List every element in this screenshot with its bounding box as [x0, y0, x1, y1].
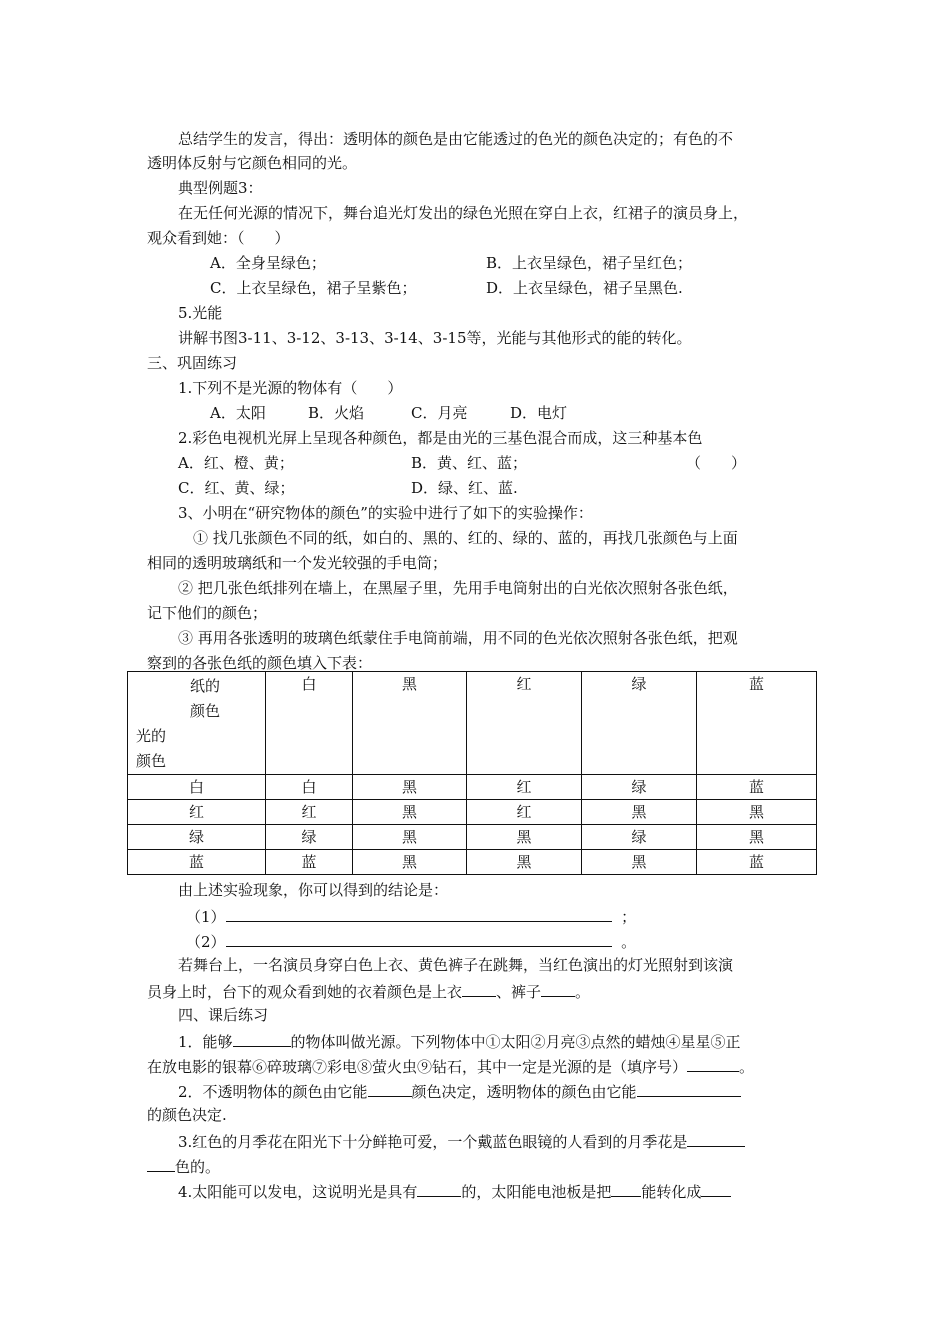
homework-q4-line-1	[178, 1180, 731, 1202]
homework-q1-line-2	[147, 1055, 754, 1077]
practice-step-2-line-2: 记下他们的颜色；	[147, 604, 268, 622]
homework-q3-line-2	[147, 1155, 220, 1177]
light-energy-text: 讲解书图3-11、3-12、3-13、3-14、3-15等，光能与其他形式的能的转化。	[178, 329, 692, 347]
conclusion-item-1-end: ；	[621, 908, 637, 926]
homework-q4-blank-3[interactable]	[701, 1180, 731, 1197]
example-option-c: C．上衣呈绿色，裙子呈紫色；	[210, 279, 417, 297]
homework-q1-text-a: 1．能够	[178, 1033, 233, 1051]
corner-paper-label-1: 纸的	[190, 677, 221, 695]
conclusion-blank-2[interactable]	[226, 930, 612, 947]
example-option-a: A．全身呈绿色；	[210, 254, 326, 272]
practice-q2-option-d: D．绿、红、蓝.	[411, 479, 518, 497]
stage-text-b: 、裤子	[496, 983, 542, 1001]
header-paper-blue: 蓝	[697, 672, 817, 775]
practice-q2: 2.彩色电视机光屏上呈现各种颜色，都是由光的三基色混合而成，这三种基本色	[178, 429, 703, 447]
row-light-label: 红	[128, 800, 266, 825]
homework-q4-text-a: 4.太阳能可以发电，这说明光是具有	[178, 1183, 418, 1201]
practice-q2-option-a: A．红、橙、黄；	[178, 454, 294, 472]
conclusion-item-2-end: 。	[621, 933, 637, 951]
practice-q1-option-d: D．电灯	[510, 404, 568, 422]
practice-q2-option-b: B．黄、红、蓝；	[411, 454, 528, 472]
homework-q4-blank-2[interactable]	[611, 1180, 641, 1197]
stage-text-c: 。	[575, 983, 591, 1001]
homework-q4-text-c: 能转化成	[641, 1183, 702, 1201]
header-paper-red: 红	[467, 672, 582, 775]
conclusion-item-2	[186, 930, 636, 952]
example-title: 典型例题3：	[178, 179, 263, 197]
homework-q2-line-1	[178, 1080, 741, 1102]
practice-step-3-line-2: 察到的各张色纸的颜色填入下表：	[147, 654, 373, 672]
stage-question-line-1: 若舞台上，一名演员身穿白色上衣、黄色裤子在跳舞，当红色演出的灯光照射到该演	[178, 956, 734, 974]
practice-q1-option-c: C．月亮	[411, 404, 468, 422]
homework-q1-end: 。	[739, 1058, 755, 1076]
table-cell: 黑	[353, 825, 467, 850]
table-cell: 黑	[467, 825, 582, 850]
corner-paper-label-2: 颜色	[190, 702, 221, 720]
homework-q2-blank-2[interactable]	[637, 1080, 741, 1097]
row-light-label: 蓝	[128, 850, 266, 875]
header-paper-green: 绿	[582, 672, 697, 775]
homework-q1-text-c: 在放电影的银幕⑥碎玻璃⑦彩电⑧萤火虫⑨钻石，其中一定是光源的是（填序号）	[147, 1058, 688, 1076]
table-cell: 蓝	[697, 850, 817, 875]
table-cell: 红	[266, 800, 353, 825]
conclusion-intro: 由上述实验现象，你可以得到的结论是：	[178, 881, 449, 899]
table-cell: 蓝	[266, 850, 353, 875]
table-header-row	[128, 672, 817, 775]
homework-q2-text-a: 2．不透明物体的颜色由它能	[178, 1083, 368, 1101]
homework-q4-text-b: 的，太阳能电池板是把	[461, 1183, 612, 1201]
light-energy-title: 5.光能	[178, 304, 223, 322]
table-row	[128, 825, 817, 850]
practice-step-1-line-1: ① 找几张颜色不同的纸，如白的、黑的、红的、绿的、蓝的，再找几张颜色与上面	[193, 529, 738, 547]
table-cell: 黑	[353, 800, 467, 825]
conclusion-blank-1[interactable]	[226, 905, 612, 922]
homework-q3-line-1	[178, 1130, 745, 1152]
row-light-label: 绿	[128, 825, 266, 850]
homework-q3-text-a: 3.红色的月季花在阳光下十分鲜艳可爱，一个戴蓝色眼镜的人看到的月季花是	[178, 1133, 688, 1151]
conclusion-item-1-label: （1）	[186, 908, 226, 926]
practice-q1: 1.下列不是光源的物体有（ ）	[178, 379, 403, 397]
shirt-color-blank[interactable]	[462, 980, 496, 997]
practice-q2-option-c: C．红、黄、绿；	[178, 479, 295, 497]
table-cell: 蓝	[697, 775, 817, 800]
table-cell: 黑	[582, 850, 697, 875]
table-corner-cell	[128, 672, 266, 775]
table-cell: 黑	[697, 800, 817, 825]
table-row	[128, 850, 817, 875]
table-cell: 黑	[467, 850, 582, 875]
homework-q1-line-1	[178, 1030, 741, 1052]
homework-q2-line-2: 的颜色决定.	[147, 1106, 227, 1124]
practice-step-1-line-2: 相同的透明玻璃纸和一个发光较强的手电筒；	[147, 554, 448, 572]
table-cell: 红	[467, 800, 582, 825]
table-row	[128, 800, 817, 825]
homework-q1-blank-1[interactable]	[233, 1030, 291, 1047]
practice-heading: 三、巩固练习	[147, 354, 238, 372]
example-option-d: D．上衣呈绿色，裙子呈黑色.	[486, 279, 683, 297]
example-option-b: B．上衣呈绿色，裙子呈红色；	[486, 254, 693, 272]
table-cell: 绿	[582, 825, 697, 850]
practice-step-3-line-1: ③ 再用各张透明的玻璃色纸蒙住手电筒前端，用不同的色光依次照射各张色纸，把观	[178, 629, 738, 647]
color-observation-table	[127, 671, 817, 875]
stage-text-a: 员身上时，台下的观众看到她的衣着颜色是上衣	[147, 983, 463, 1001]
header-paper-white: 白	[266, 672, 353, 775]
table-row	[128, 775, 817, 800]
practice-q3: 3、小明在“研究物体的颜色”的实验中进行了如下的实验操作：	[178, 504, 593, 522]
homework-q2-text-b: 颜色决定，透明物体的颜色由它能	[411, 1083, 637, 1101]
homework-q2-blank-1[interactable]	[368, 1080, 412, 1097]
summary-line-2: 透明体反射与它颜色相同的光。	[147, 154, 358, 172]
corner-light-label-2: 颜色	[136, 752, 167, 770]
practice-step-2-line-1: ② 把几张色纸排列在墙上，在黑屋子里，先用手电筒射出的白光依次照射各张色纸，	[178, 579, 738, 597]
row-light-label: 白	[128, 775, 266, 800]
table-cell: 黑	[353, 775, 467, 800]
example-question-line-1: 在无任何光源的情况下，舞台追光灯发出的绿色光照在穿白上衣，红裙子的演员身上，	[178, 204, 749, 222]
conclusion-item-1	[186, 905, 636, 927]
table-cell: 红	[467, 775, 582, 800]
table-cell: 绿	[266, 825, 353, 850]
practice-q1-option-b: B．火焰	[308, 404, 365, 422]
practice-q1-option-a: A．太阳	[210, 404, 266, 422]
homework-q1-text-b: 的物体叫做光源。下列物体中①太阳②月亮③点然的蜡烛④星星⑤正	[290, 1033, 741, 1051]
pants-color-blank[interactable]	[541, 980, 575, 997]
example-question-line-2: 观众看到她：（ ）	[147, 229, 290, 247]
practice-q2-answer-paren: （ ）	[686, 454, 747, 472]
header-paper-black: 黑	[353, 672, 467, 775]
table-cell: 绿	[582, 775, 697, 800]
conclusion-item-2-label: （2）	[186, 933, 226, 951]
summary-line-1: 总结学生的发言，得出：透明体的颜色是由它能透过的色光的颜色决定的；有色的不	[178, 130, 734, 148]
table-cell: 白	[266, 775, 353, 800]
homework-q3-blank-2[interactable]	[147, 1155, 175, 1172]
homework-q1-blank-2[interactable]	[687, 1055, 739, 1072]
table-cell: 黑	[582, 800, 697, 825]
stage-question-line-2	[147, 980, 590, 1002]
table-cell: 黑	[697, 825, 817, 850]
table-cell: 黑	[353, 850, 467, 875]
homework-heading: 四、课后练习	[178, 1006, 269, 1024]
homework-q3-text-b: 色的。	[175, 1158, 221, 1176]
corner-light-label-1: 光的	[136, 727, 167, 745]
homework-q3-blank-1[interactable]	[687, 1130, 745, 1147]
homework-q4-blank-1[interactable]	[417, 1180, 461, 1197]
